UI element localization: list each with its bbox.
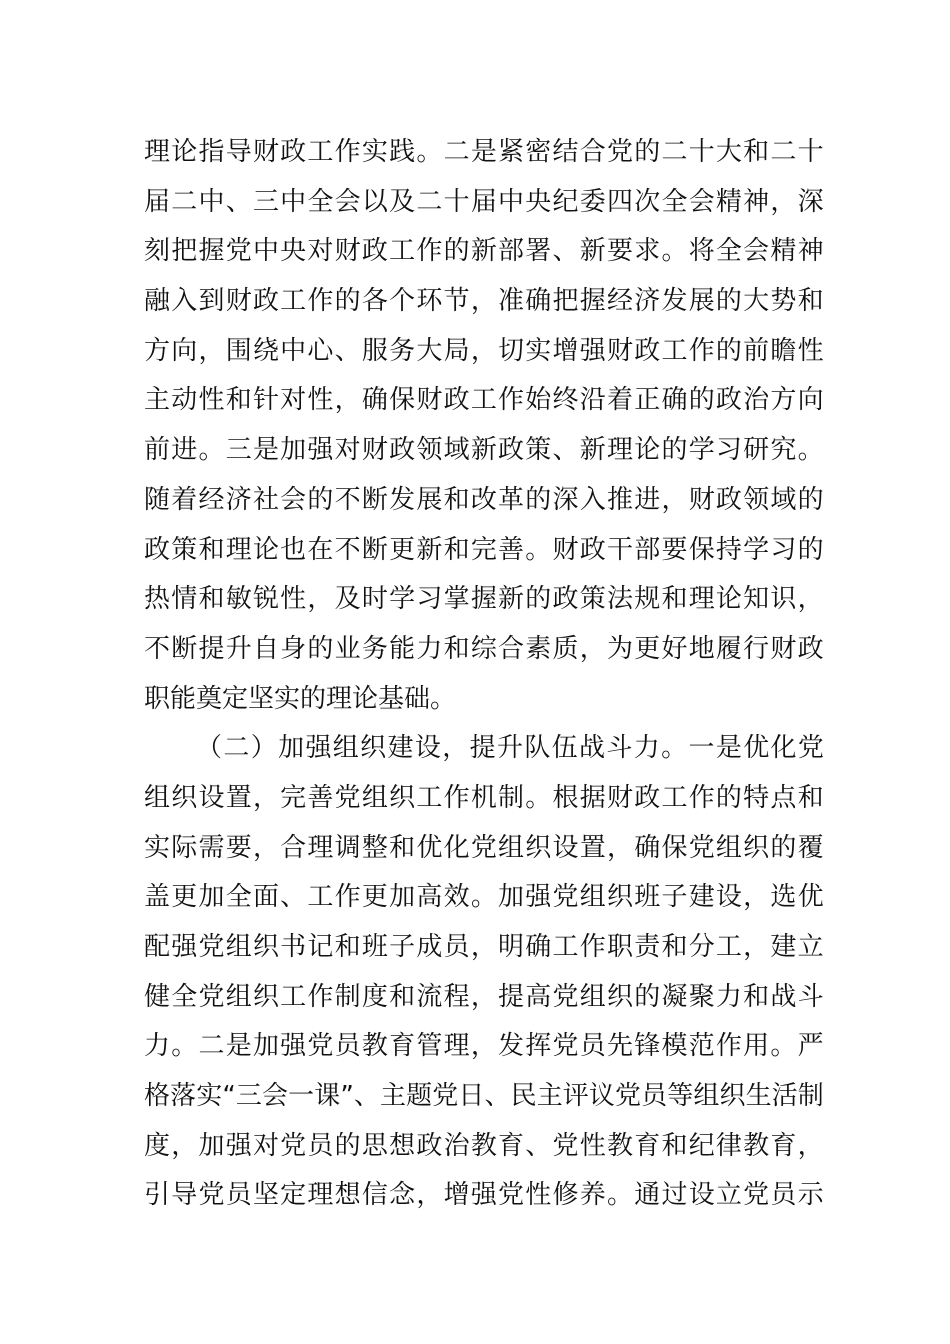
text-line: 不 断 提 升 自 身 的 业 务 能 力 和 综 合 素 质 ， 为 更 好 地 履 行 财 政 (144, 633, 824, 664)
text-line: 主 动 性 和 针 对 性 ， 确 保 财 政 工 作 始 终 沿 着 正 确 的 政 治 方 向 (144, 385, 824, 416)
text-line: 前 进 。 三 是 加 强 对 财 政 领 域 新 政 策 、 新 理 论 的 学 习 研 究 。 (144, 435, 824, 466)
text-line: 配 强 党 组 织 书 记 和 班 子 成 员 ， 明 确 工 作 职 责 和 分 工 ， 建 立 (144, 932, 824, 962)
text-line: 热 情 和 敏 锐 性 ， 及 时 学 习 掌 握 新 的 政 策 法 规 和 理 论 知 识 ， (144, 584, 824, 615)
text-line: 组 织 设 置 ， 完 善 党 组 织 工 作 机 制 。 根 据 财 政 工 作 的 特 点 和 (144, 782, 824, 813)
text-line: 引 导 党 员 坚 定 理 想 信 念 ， 增 强 党 性 修 养 。 通 过 设 立 党 员 示 (144, 1180, 824, 1211)
text-line: 实 际 需 要 ， 合 理 调 整 和 优 化 党 组 织 设 置 ， 确 保 党 组 织 的 覆 (144, 832, 824, 863)
text-line: 随 着 经 济 社 会 的 不 断 发 展 和 改 革 的 深 入 推 进 ， 财 政 领 域 的 (144, 484, 824, 515)
text-line: 刻 把 握 党 中 央 对 财 政 工 作 的 新 部 署 、 新 要 求 。 将 全 会 精 神 (144, 236, 824, 267)
body-text (144, 128, 824, 1221)
text-line: 力 。 二 是 加 强 党 员 教 育 管 理 ， 发 挥 党 员 先 锋 模 范 作 用 。 严 (144, 1031, 824, 1062)
text-line: 方 向 ， 围 绕 中 心 、 服 务 大 局 ， 切 实 增 强 财 政 工 作 的 前 瞻 性 (144, 335, 824, 366)
text-line: 度 ， 加 强 对 党 员 的 思 想 政 治 教 育 、 党 性 教 育 和 纪 律 教 育 ， (144, 1130, 824, 1161)
text-line: 职能奠定坚实的理论基础。 (144, 683, 457, 714)
text-line: 政 策 和 理 论 也 在 不 断 更 新 和 完 善 。 财 政 干 部 要 保 持 学 习 的 (144, 534, 824, 565)
text-line: （ 二 ） 加 强 组 织 建 设 ， 提 升 队 伍 战 斗 力 。 一 是 优 化 党 (196, 733, 824, 764)
text-line: 盖 更 加 全 面 、 工 作 更 加 高 效 。 加 强 党 组 织 班 子 建 设 ， 选 优 (144, 882, 824, 913)
text-line: 格 落 实 “ 三 会 一 课 ” 、 主 题 党 日 、 民 主 评 议 党 员 等 组 织 生 活 制 (144, 1081, 824, 1112)
text-line: 届 二 中 、 三 中 全 会 以 及 二 十 届 中 央 纪 委 四 次 全 会 精 神 ， 深 (144, 186, 824, 217)
text-line: 健 全 党 组 织 工 作 制 度 和 流 程 ， 提 高 党 组 织 的 凝 聚 力 和 战 斗 (144, 981, 824, 1012)
text-line: 理 论 指 导 财 政 工 作 实 践 。 二 是 紧 密 结 合 党 的 二 十 大 和 二 十 (144, 137, 824, 167)
text-line: 融 入 到 财 政 工 作 的 各 个 环 节 ， 准 确 把 握 经 济 发 展 的 大 势 和 (144, 286, 824, 317)
